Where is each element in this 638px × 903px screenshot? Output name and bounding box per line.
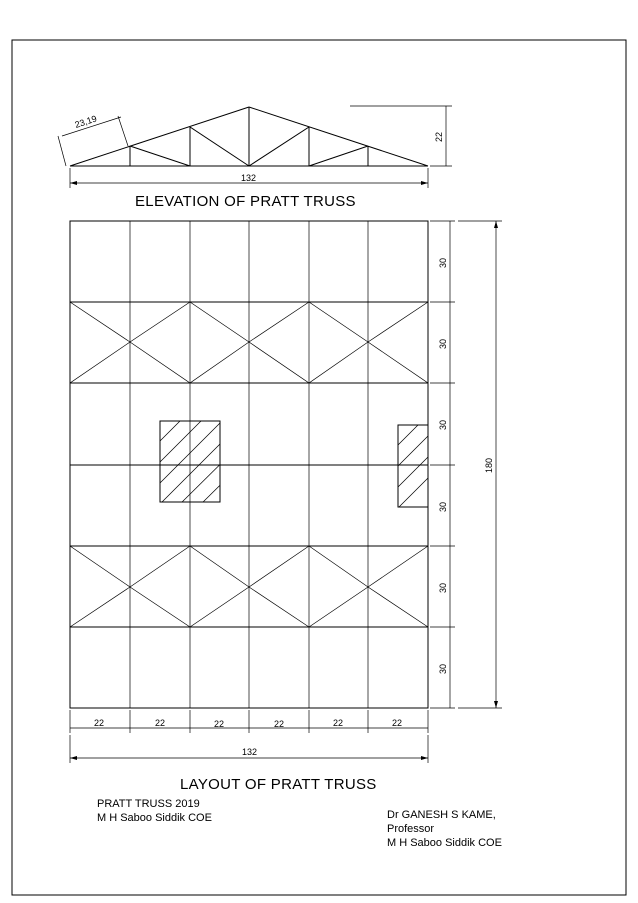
layout-plan: [70, 221, 428, 708]
span-dimension: [70, 168, 428, 188]
hatched-block-right: [368, 425, 481, 508]
sheet-border: [12, 40, 626, 895]
note-right-3: M H Saboo Siddik COE: [387, 837, 502, 849]
note-right-1: Dr GANESH S KAME,: [387, 809, 496, 821]
total-height-label: 180: [484, 457, 494, 473]
bay-dim-5: 22: [333, 718, 344, 728]
row-dim-3: 30: [438, 419, 448, 430]
row-dim-5: 30: [438, 582, 448, 593]
row-dimensions: [430, 221, 455, 708]
total-height-dimension: [458, 221, 502, 708]
row-dim-6: 30: [438, 663, 448, 674]
elevation-title: ELEVATION OF PRATT TRUSS: [135, 193, 356, 210]
row-dim-1: 30: [438, 257, 448, 268]
span-dim-label: 132: [241, 173, 257, 183]
note-left-2: M H Saboo Siddik COE: [97, 812, 212, 824]
bay-dimensions: [70, 710, 428, 733]
row-dim-2: 30: [438, 338, 448, 349]
note-left-1: PRATT TRUSS 2019: [97, 798, 200, 810]
hatched-block-left: [160, 421, 285, 506]
bay-dim-4: 22: [274, 719, 285, 729]
row-dim-4: 30: [438, 501, 448, 512]
height-dim-label: 22: [434, 131, 444, 142]
bay-dim-2: 22: [155, 718, 166, 728]
note-right-2: Professor: [387, 823, 435, 835]
bay-dim-3: 22: [214, 719, 225, 729]
total-width-dimension: [70, 735, 428, 763]
rafter-dim-label: 23,19: [73, 113, 99, 130]
bay-dim-6: 22: [392, 718, 403, 728]
bay-dim-1: 22: [94, 718, 105, 728]
truss-elevation: [70, 107, 428, 166]
total-width-label: 132: [242, 747, 258, 757]
layout-title: LAYOUT OF PRATT TRUSS: [180, 776, 377, 793]
